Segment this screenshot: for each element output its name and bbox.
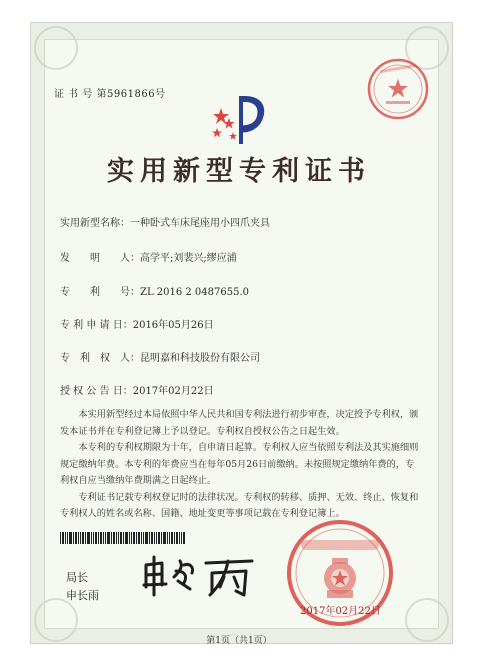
barcode bbox=[60, 532, 185, 544]
field-label: 专 利 权 人： bbox=[60, 353, 140, 364]
field-label: 发 明 人： bbox=[60, 253, 140, 264]
page-number: 第1页（共1页） bbox=[206, 636, 272, 646]
corner-ornament bbox=[34, 26, 78, 70]
patent-number-field bbox=[60, 287, 249, 299]
certificate-body bbox=[60, 407, 422, 523]
field-value: ZL 2016 2 0487655.0 bbox=[140, 287, 250, 298]
certificate-number: 证 书 号 第5961866号 bbox=[54, 89, 166, 100]
field-value: 昆明嘉和科技股份有限公司 bbox=[140, 353, 260, 364]
body-paragraph: 本实用新型经过本局依照中华人民共和国专利法进行初步审查，决定授予专利权，颁发本证书并在专利登记簿上予以登记。专利权自授权公告之日起生效。 bbox=[60, 409, 419, 437]
body-paragraph: 专利证书记载专利权登记时的法律状况。专利权的转移、质押、无效、终止、恢复和专利权人的姓名或名称、国籍、地址变更等事项记载在专利登记簿上。 bbox=[60, 491, 419, 519]
field-label: 实用新型名称： bbox=[60, 218, 130, 229]
field-label: 专 利 申 请 日： bbox=[60, 320, 133, 331]
field-value: 2017年02月22日 bbox=[132, 386, 214, 397]
director-name: 申长雨 bbox=[66, 589, 99, 602]
patent-office-logo bbox=[207, 88, 271, 148]
field-label: 专 利 号： bbox=[60, 287, 140, 298]
official-seal-small bbox=[366, 57, 430, 121]
field-value: 一种卧式车床尾座用小四爪夹具 bbox=[130, 218, 270, 229]
field-value: 2016年05月26日 bbox=[132, 320, 214, 331]
utility-model-name-field bbox=[60, 218, 270, 230]
certificate-title: 实用新型专利证书 bbox=[107, 156, 371, 187]
inventor-field bbox=[60, 253, 237, 265]
grant-date-field bbox=[60, 386, 214, 398]
patentee-field bbox=[60, 353, 260, 365]
application-date-field bbox=[60, 320, 214, 332]
field-label: 授 权 公 告 日： bbox=[60, 386, 133, 397]
stamp-date: 2017年02月22日 bbox=[300, 606, 381, 617]
director-title: 局长 bbox=[66, 571, 88, 584]
director-signature bbox=[140, 555, 260, 599]
body-paragraph: 本专利的专利权期限为十年，自申请日起算。专利权人应当依照专利法及其实施细则规定缴纳年费。本专利的年费应当在每年05月26日前缴纳。未按照规定缴纳年费的，专利权自应当缴纳年费期满之日起终止。 bbox=[60, 442, 419, 486]
field-value: 高学平;刘裴兴;缪应浦 bbox=[140, 253, 237, 264]
